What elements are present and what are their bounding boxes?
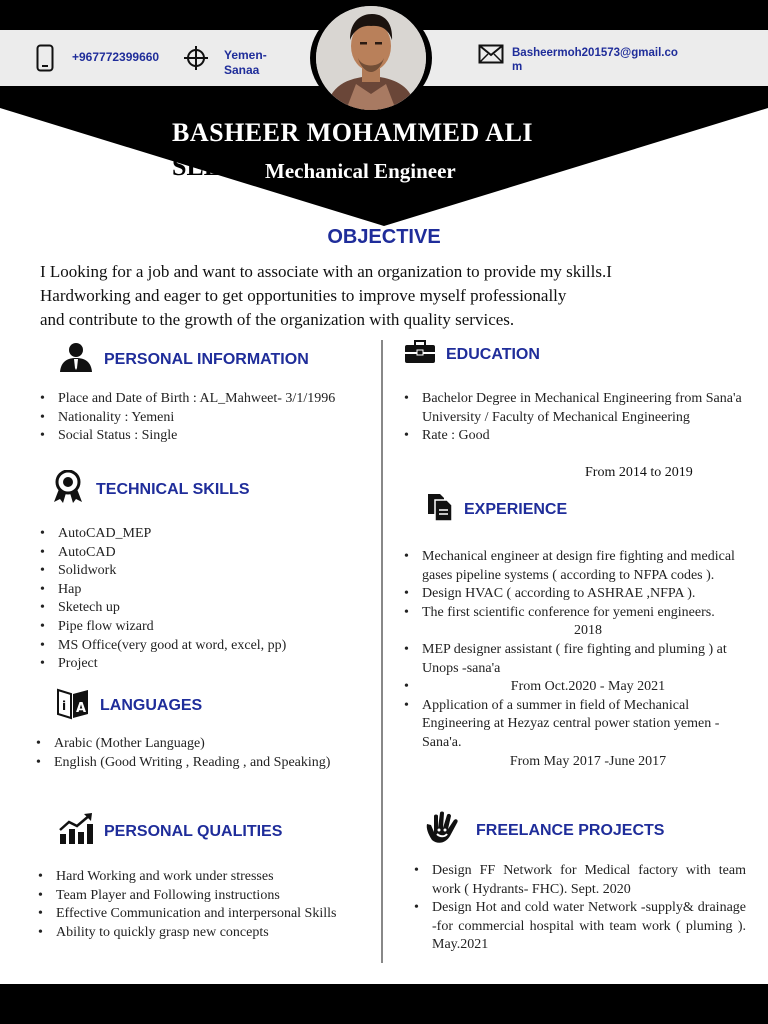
list-item: • Nationality : Yemeni (40, 409, 380, 428)
list-item: • English (Good Writing , Reading , and Speaking) (36, 754, 381, 773)
section-title: TECHNICAL SKILLS (96, 480, 250, 498)
phone-number: +967772399660 (72, 50, 160, 64)
experience-list (404, 548, 754, 771)
person-icon (58, 342, 94, 377)
objective-line: I Looking for a job and want to associate with an organization to provide my skills.I (40, 262, 612, 281)
list-item: • Design HVAC ( according to ASHRAE ,NFPA ). (404, 585, 754, 604)
svg-text:i: i (62, 699, 67, 713)
freelance-projects-list (414, 862, 746, 955)
technical-skills-list (40, 525, 380, 674)
contact-phone (36, 44, 159, 75)
list-item: • Effective Communication and interpersonal Skills (38, 905, 358, 924)
education-period: From 2014 to 2019 (585, 465, 693, 480)
crosshair-icon (182, 44, 210, 75)
contact-location (182, 44, 267, 78)
list-item: • AutoCAD_MEP (40, 525, 380, 544)
list-item: • Design FF Network for Medical factory with team work ( Hydrants- FHC). Sept. 2020 (414, 862, 746, 899)
phone-icon (36, 44, 54, 75)
section-title: PERSONAL INFORMATION (104, 350, 309, 368)
list-item: • Pipe flow wizard (40, 618, 380, 637)
list-item: • Solidwork (40, 562, 380, 581)
award-ribbon-icon (50, 470, 86, 509)
experience-heading (426, 492, 567, 527)
section-title: LANGUAGES (100, 696, 203, 714)
objective-line: Hardworking and eager to get opportunities to improve myself professionally (40, 286, 567, 305)
column-divider (381, 340, 383, 963)
list-item: • Application of a summer in field of Mechanical Engineering at Hezyaz central power station yemen -Sana'a. (404, 697, 754, 753)
language-book-icon (56, 686, 90, 725)
list-item: From May 2017 -June 2017 (509, 753, 667, 769)
avatar (316, 6, 426, 110)
personal-information-list (40, 390, 380, 446)
list-item: • Social Status : Single (40, 427, 380, 446)
list-item: • Mechanical engineer at design fire fighting and medical gases pipeline systems ( according to NFPA codes ). (404, 548, 754, 585)
personal-qualities-list (38, 868, 358, 942)
growth-chart-icon (58, 812, 94, 851)
list-item: • Place and Date of Birth : AL_Mahweet- 3/1/1996 (40, 390, 380, 409)
list-item: • Rate : Good (404, 427, 748, 446)
list-item: • AutoCAD (40, 544, 380, 563)
list-item: • From Oct.2020 - May 2021 (404, 678, 754, 697)
bottom-bar (0, 984, 768, 1024)
personal-qualities-heading (58, 812, 282, 851)
list-item: • Hap (40, 581, 380, 600)
person-name: BASHEER MOHAMMED ALI (172, 118, 534, 147)
location-line1: Yemen- (224, 48, 267, 62)
section-title: FREELANCE PROJECTS (476, 821, 665, 839)
documents-icon (426, 492, 454, 527)
section-title: PERSONAL QUALITIES (104, 822, 283, 840)
objective-text (40, 260, 740, 332)
job-title: Mechanical Engineer (265, 159, 456, 183)
list-item: • Project (40, 655, 380, 674)
objective-title: OBJECTIVE (327, 226, 441, 248)
freelance-projects-heading (424, 810, 664, 851)
list-item: • Bachelor Degree in Mechanical Engineering from Sana'a University / Faculty of Mechanical Engineering (404, 390, 748, 427)
email-line2: m (512, 61, 523, 73)
section-title: EXPERIENCE (464, 500, 568, 518)
briefcase-icon (404, 340, 436, 369)
list-item: • Ability to quickly grasp new concepts (38, 924, 358, 943)
education-list (404, 390, 748, 446)
person-name-line2: SEEH (172, 152, 242, 181)
list-item: • Team Player and Following instructions (38, 887, 358, 906)
hand-icon (424, 810, 466, 851)
location-line2: Sanaa (224, 63, 260, 77)
section-title: EDUCATION (446, 345, 540, 363)
education-heading (404, 340, 540, 369)
list-item: • Sketech up (40, 599, 380, 618)
envelope-icon (478, 44, 504, 67)
email-line1: Basheermoh201573@gmail.co (512, 47, 678, 59)
list-item: • Hard Working and work under stresses (38, 868, 358, 887)
technical-skills-heading (50, 470, 249, 509)
list-item: • Arabic (Mother Language) (36, 735, 381, 754)
contact-email (478, 44, 678, 74)
list-item: • Design Hot and cold water Network -supply& drainage -for commercial hospital with team work ( pluming ). May.2021 (414, 899, 746, 955)
list-item: • MEP designer assistant ( fire fighting and pluming ) at Unops -sana'a (404, 641, 754, 678)
svg-text:A: A (76, 701, 87, 716)
profile-photo (310, 4, 432, 112)
list-item: 2018 (574, 623, 602, 639)
personal-information-heading (58, 342, 309, 377)
list-item: • MS Office(very good at word, excel, pp) (40, 637, 380, 656)
languages-list (36, 735, 381, 772)
list-item: • The first scientific conference for yemeni engineers. (404, 604, 754, 623)
languages-heading (56, 686, 202, 725)
objective-line: and contribute to the growth of the organization with quality services. (40, 310, 515, 329)
